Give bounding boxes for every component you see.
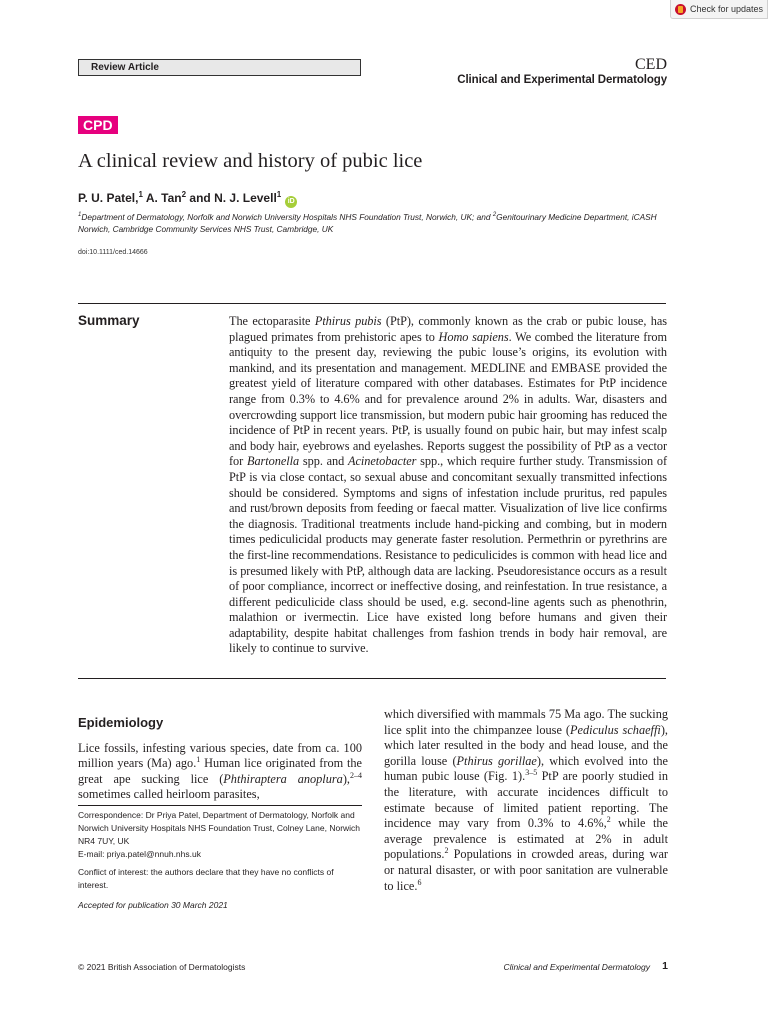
doi-link[interactable]: doi:10.1111/ced.14666 bbox=[78, 249, 148, 256]
affiliations bbox=[78, 209, 683, 236]
author-separator: and bbox=[186, 191, 215, 205]
text-run: Human lice originated from the great ape sucking lice ( bbox=[78, 756, 362, 786]
conflict-note: Conflict of interest: the authors declare that they have no conflicts of interest. bbox=[78, 867, 334, 890]
text-run: sometimes called heirloom parasites, bbox=[78, 787, 260, 802]
summary-italic: Pthirus pubis bbox=[314, 314, 382, 328]
orcid-icon[interactable]: iD bbox=[285, 196, 297, 208]
check-for-updates-button[interactable] bbox=[670, 0, 768, 19]
affil-text: Department of Dermatology, Norfolk and Norwich University Hospitals NHS Foundation Trust, Norwich, UK; and bbox=[81, 211, 493, 222]
text-run: Lice fossils, infesting various species, date from ca. 100 million years (Ma) ago. bbox=[78, 741, 362, 771]
summary-text bbox=[229, 314, 667, 657]
summary-italic: Homo sapiens bbox=[438, 329, 509, 344]
epidemiology-heading: Epidemiology bbox=[78, 715, 164, 730]
affil-sup: 1 bbox=[78, 212, 82, 218]
summary-run: . We combed the literature from antiquity to the present day, reviewing the pubic louse’s origins, its evolution with mankind, and its presentation and management. MEDLINE and EMBASE provided the greatest yield of literature compared with other databases. Estimates for PtP incidence range from 0.3% to 4.6% and for prevalence around 2% in adults. War, disasters and overcrowding support lice transmission, but modern pubic hair grooming has reduced the incidence of PtP in recent years. PtP, is usually found on pubic hair, but may infest scalp and body hair, eyebrows and eyelashes. Reports suggest the possibility of PtP as a vector for bbox=[229, 329, 667, 469]
article-type-label: Review Article bbox=[78, 59, 361, 76]
summary-top-rule bbox=[78, 303, 666, 304]
text-run: which diversified with mammals 75 Ma ago. The sucking lice split into the chimpanzee louse ( bbox=[384, 707, 668, 737]
text-run: ), bbox=[342, 771, 350, 786]
correspondence-note bbox=[78, 809, 362, 861]
text-run: ), which later resulted in the body and head louse, and the gorilla louse ( bbox=[384, 722, 668, 768]
page-number: 1 bbox=[662, 960, 668, 972]
summary-bottom-rule bbox=[78, 678, 666, 679]
text-run: ), which evolved into the human pubic louse (Fig. 1). bbox=[384, 753, 668, 784]
text-italic: Phthiraptera anoplura bbox=[223, 771, 343, 786]
cpd-badge: CPD bbox=[78, 116, 118, 134]
author-name: A. Tan bbox=[145, 191, 182, 205]
summary-italic: Acinetobacter bbox=[348, 454, 417, 469]
citation-sup: 2 bbox=[444, 846, 449, 856]
text-run: Populations in crowded areas, during war or natural disaster, or with poor sanitation are vulnerable to lice. bbox=[384, 847, 668, 893]
text-italic: Pthirus gorillae bbox=[456, 753, 537, 768]
author-affil-sup: 2 bbox=[181, 190, 187, 199]
affil-sup: 2 bbox=[492, 212, 497, 218]
summary-italic: Bartonella bbox=[246, 454, 300, 469]
author-affil-sup: 1 bbox=[138, 190, 143, 199]
accepted-note: Accepted for publication 30 March 2021 bbox=[78, 900, 228, 910]
epidemiology-text-right bbox=[384, 707, 668, 894]
text-run: while the average prevalence is estimated at 2% in adult populations. bbox=[384, 816, 668, 862]
correspondence-email[interactable]: E-mail: priya.patel@nnuh.nhs.uk bbox=[78, 849, 201, 859]
footer-journal-name: Clinical and Experimental Dermatology bbox=[503, 962, 650, 972]
check-for-updates-label: Check for updates bbox=[690, 4, 764, 14]
summary-run: spp. and bbox=[299, 454, 349, 469]
author-list bbox=[78, 190, 297, 208]
citation-sup: 2–4 bbox=[349, 770, 362, 780]
notes-rule bbox=[78, 805, 362, 806]
citation-sup: 2 bbox=[606, 815, 611, 825]
article-title: A clinical review and history of pubic lice bbox=[78, 150, 423, 172]
summary-run: The ectoparasite bbox=[229, 314, 315, 328]
text-run: PtP are poorly studied in the literature, with accurate incidences difficult to estimate because of limited patient reporting. The incidence may vary from 0.3% to 4.6%, bbox=[384, 769, 668, 831]
journal-abbrev: CED bbox=[635, 56, 667, 73]
copyright-footer: © 2021 British Association of Dermatologists bbox=[78, 962, 246, 972]
text-italic: Pediculus schaeffi bbox=[570, 722, 661, 737]
citation-sup: 6 bbox=[417, 877, 422, 887]
citation-sup: 3–5 bbox=[525, 768, 538, 778]
summary-run: (PtP), commonly known as the crab or pubic louse, has plagued primates from prehistoric apes to bbox=[229, 314, 667, 344]
affil-text: Genitourinary Medicine Department, iCASH Norwich, Cambridge Community Services NHS Trust, Cambridge, UK bbox=[78, 211, 657, 235]
journal-name: Clinical and Experimental Dermatology bbox=[457, 74, 667, 86]
author-affil-sup: 1 bbox=[276, 190, 282, 199]
author-name: P. U. Patel, bbox=[78, 191, 139, 205]
correspondence-text: Correspondence: Dr Priya Patel, Department of Dermatology, Norfolk and Norwich University Hospitals NHS Foundation Trust, Colney Lane, Norwich NR4 7UY, UK bbox=[78, 810, 361, 846]
crossmark-icon bbox=[675, 4, 686, 15]
summary-run: spp., which require further study. Transmission of PtP is via close contact, so sexual abuse and concomitant sexually transmitted infections should be considered. Symptoms and signs of infestation include pruritus, red papules and rust/brown deposits from feeding or faecal matter. Visualization of live lice confirms the diagnosis. Traditional treatments include hand-picking and combing, but in modern times pediculicidal products may generate faster resolution. Permethrin or pyrethrins are the first-line recommendations. Resistance to pediculicides is common with head lice and is presumed likely with PtP, although data are lacking. Pseudoresistance occurs as a result of poor compliance, incorrect or ineffective dosing, and reinfestation. In true resistance, a different pediculicide class should be used, e.g. second-line agents such as phenothrin, malathion or ivermectin. Lice have existed long before humans and given their adaptability, despite habitat challenges from fashion trends in body hair removal, are likely to continue to survive. bbox=[229, 454, 668, 656]
summary-heading: Summary bbox=[78, 313, 140, 328]
citation-sup: 1 bbox=[196, 755, 201, 765]
author-name: N. J. Levell bbox=[214, 191, 277, 205]
epidemiology-text-left bbox=[78, 741, 362, 803]
